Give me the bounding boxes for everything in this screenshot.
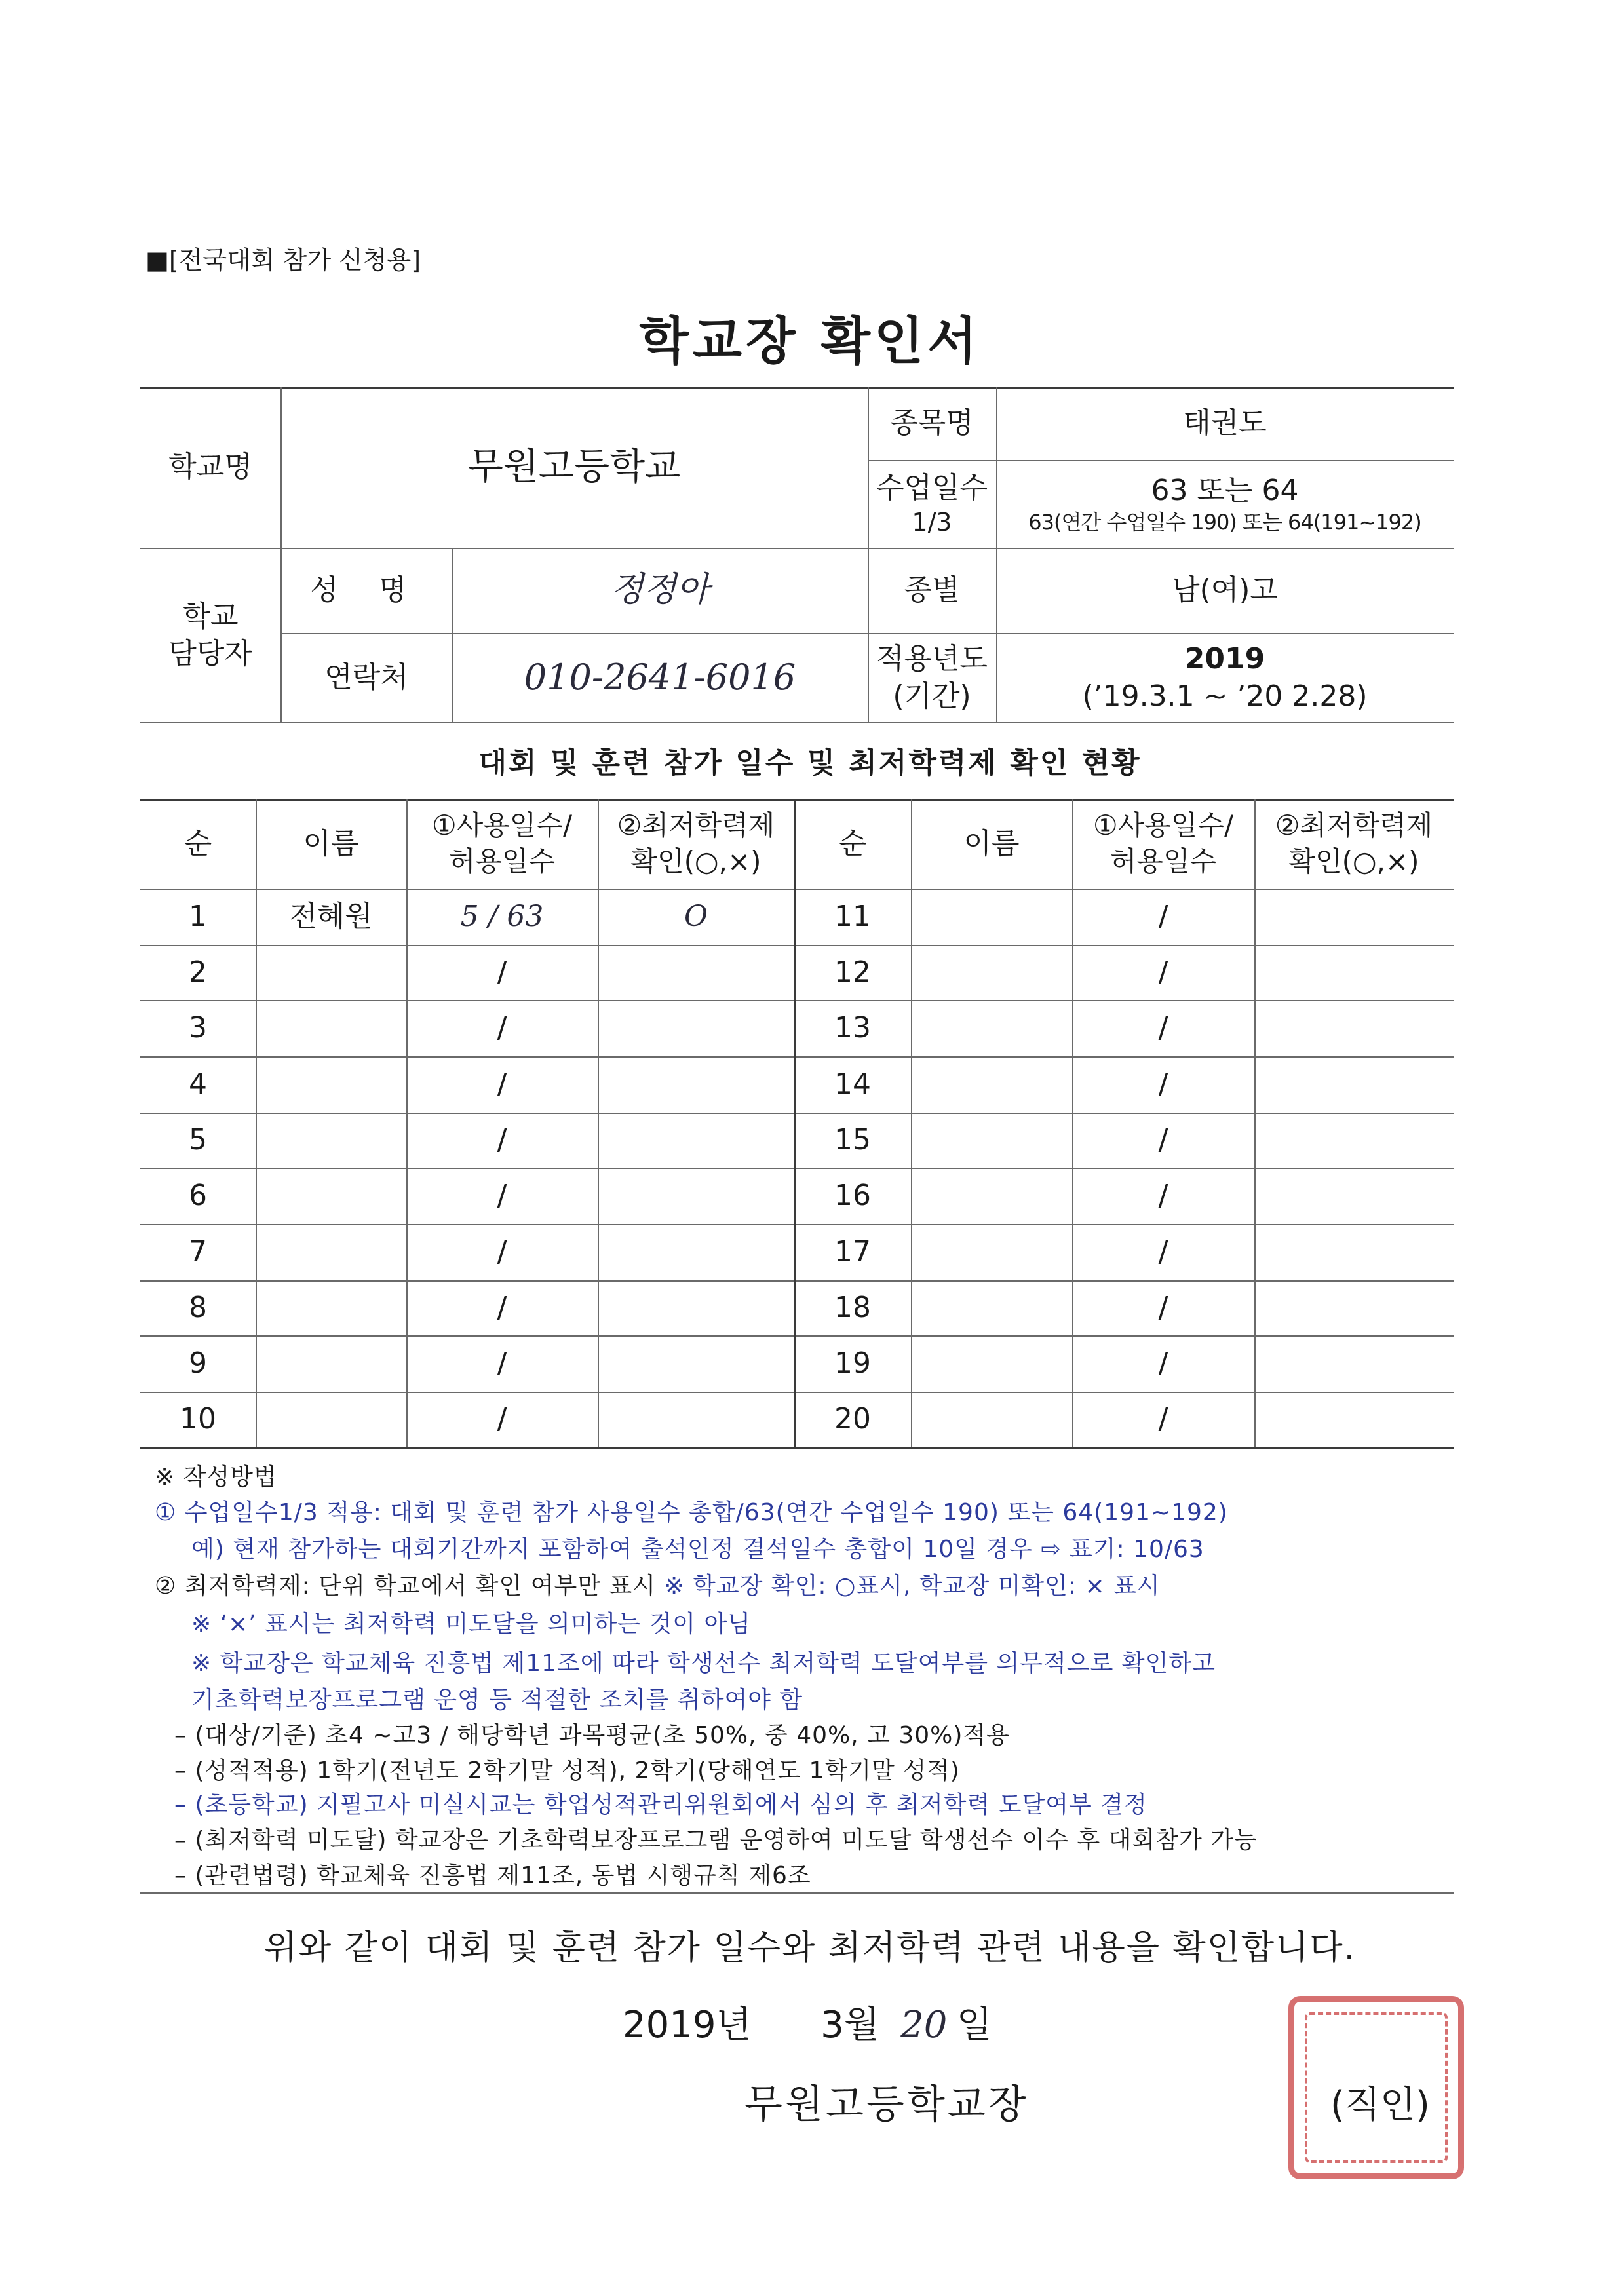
table-cell-name (911, 1224, 1072, 1280)
header-check-line1: ②최저학력제 (1275, 809, 1433, 842)
table-cell-no: 9 (189, 1347, 207, 1381)
table-cell-name (911, 1056, 1072, 1113)
table-cell-no: 19 (834, 1347, 871, 1381)
table-cell-check (1254, 1056, 1454, 1113)
table-cell-days: / (497, 1123, 507, 1157)
table-cell-check (598, 1392, 794, 1447)
section-title: 대회 및 훈련 참가 일수 및 최저학력제 확인 현황 (478, 746, 1142, 780)
table-cell-check (598, 1168, 794, 1224)
note-4: ※ 학교장은 학교체육 진흥법 제11조에 따라 학생선수 최저학력 도달여부를 의무적으로 확인하고 (191, 1650, 1216, 1677)
manager-label-line1: 학교 (182, 599, 239, 633)
manager-label-line2: 담당자 (168, 637, 252, 670)
table-cell-check (1254, 889, 1454, 945)
header-days-line2: 허용일수 (1109, 845, 1217, 877)
header-days-right (1072, 799, 1254, 889)
header-check-right (1254, 799, 1454, 889)
date (623, 1996, 992, 2048)
table-cell-days: / (1158, 1067, 1168, 1101)
school-label: 학교명 (168, 450, 252, 484)
table-cell-days: / (497, 1347, 507, 1381)
table-cell-name (911, 1280, 1072, 1335)
table-cell-days: / (497, 1067, 507, 1101)
signer-name: 무원고등학교장 (744, 2082, 1029, 2128)
table-cell-no: 2 (189, 955, 207, 989)
table-cell-no: 15 (834, 1123, 871, 1157)
table-cell-name (256, 1168, 406, 1224)
contact-label: 연락처 (324, 660, 408, 695)
table-cell-no: 18 (834, 1291, 871, 1325)
table-cell-days: / (497, 1179, 507, 1213)
table-cell-name (256, 1000, 406, 1056)
table-cell-days: 5 / 63 (460, 900, 544, 934)
table-cell-no: 1 (189, 900, 207, 934)
table-cell-check (598, 945, 794, 1000)
header-no-left: 순 (183, 827, 212, 861)
table-cell-days: / (1158, 1291, 1168, 1325)
year-label (868, 633, 996, 722)
table-cell-no: 5 (189, 1123, 207, 1157)
year-value-line1: 2019 (1184, 641, 1265, 676)
gender-value: 남(여)고 (1172, 573, 1278, 607)
header-check-line1: ②최저학력제 (617, 809, 775, 842)
table-cell-name (911, 1392, 1072, 1447)
days-label-line1: 수업일수 (876, 470, 988, 505)
bullet-3: – (초등학교) 지필고사 미실시교는 학업성적관리위원회에서 심의 후 최저학력 도달여부 결정 (174, 1791, 1148, 1818)
note-2-text: ② 최저학력제: 단위 학교에서 확인 여부만 표시 (155, 1573, 665, 1599)
table-cell-days: / (497, 1011, 507, 1045)
note-2-mark: ※ 학교장 확인: ○표시, 학교장 미확인: × 표시 (664, 1573, 1161, 1599)
table-cell-name (256, 1224, 406, 1280)
table-cell-no: 4 (189, 1067, 207, 1101)
table-cell-check (598, 1335, 794, 1392)
notes-heading: ※ 작성방법 (155, 1464, 277, 1491)
table-cell-check (1254, 1168, 1454, 1224)
table-cell-name (256, 1280, 406, 1335)
name-value: 정정아 (610, 570, 710, 610)
table-cell-name (911, 1113, 1072, 1168)
bullet-5: – (관련법령) 학교체육 진흥법 제11조, 동법 시행규칙 제6조 (174, 1862, 811, 1889)
header-days-left (406, 799, 598, 889)
table-cell-no: 8 (189, 1291, 207, 1325)
table-cell-check (598, 1056, 794, 1113)
table-cell-days: / (497, 955, 507, 989)
table-cell-days: / (1158, 1011, 1168, 1045)
date-day: 20 (900, 2004, 948, 2046)
table-cell-no: 10 (180, 1402, 216, 1436)
table-cell-days: / (1158, 955, 1168, 989)
header-check-line2: 확인(○,×) (1288, 845, 1419, 877)
table-cell-name: 전혜원 (289, 900, 373, 934)
table-cell-no: 16 (834, 1179, 871, 1213)
school-name: 무원고등학교 (467, 445, 681, 488)
table-cell-no: 3 (189, 1011, 207, 1045)
table-cell-check: O (684, 900, 708, 934)
table-cell-name (911, 945, 1072, 1000)
header-days-line1: ①사용일수/ (431, 809, 573, 842)
date-year: 2019년 (623, 2004, 752, 2046)
table-cell-name (256, 1335, 406, 1392)
table-cell-name (256, 945, 406, 1000)
table-cell-days: / (1158, 1179, 1168, 1213)
table-cell-check (1254, 1224, 1454, 1280)
header-name-left: 이름 (303, 827, 359, 861)
table-cell-check (598, 1113, 794, 1168)
table-cell-check (598, 1000, 794, 1056)
table-cell-days: / (1158, 1402, 1168, 1436)
table-cell-days: / (1158, 1123, 1168, 1157)
header-days-line2: 허용일수 (448, 845, 556, 877)
table-cell-name (911, 1000, 1072, 1056)
table-cell-check (1254, 1392, 1454, 1447)
date-day-suffix: 일 (956, 2004, 992, 2046)
header-check-line2: 확인(○,×) (630, 845, 762, 877)
table-cell-check (598, 1280, 794, 1335)
days-value (996, 460, 1454, 548)
table-cell-check (1254, 1000, 1454, 1056)
name-label: 성 명 (310, 573, 423, 607)
contact-value: 010-2641-6016 (524, 656, 796, 698)
manager-label (140, 548, 280, 722)
table-cell-no: 12 (834, 955, 871, 989)
table-cell-no: 11 (834, 900, 871, 934)
table-cell-no: 17 (834, 1235, 871, 1269)
table-cell-check (598, 1224, 794, 1280)
table-cell-days: / (1158, 900, 1168, 934)
sport-value: 태권도 (1183, 406, 1267, 440)
sport-label: 종목명 (890, 406, 974, 440)
header-name-right: 이름 (963, 827, 1020, 861)
period-value: (’19.3.1 ~ ’20 2.28) (1082, 679, 1368, 713)
table-cell-name (256, 1113, 406, 1168)
bullet-4: – (최저학력 미도달) 학교장은 기초학력보장프로그램 운영하여 미도달 학생선수 이수 후 대회참가 가능 (174, 1827, 1258, 1854)
year-value (996, 633, 1454, 722)
days-label-line2: 1/3 (912, 507, 952, 537)
table-cell-no: 13 (834, 1011, 871, 1045)
note-2 (155, 1567, 1161, 1601)
date-month: 3월 (820, 2004, 879, 2046)
table-cell-check (1254, 1335, 1454, 1392)
page-title: 학교장 확인서 (639, 312, 981, 371)
year-label-line2: (기간) (893, 679, 971, 713)
note-3: ※ ‘×’ 표시는 최저학력 미도달을 의미하는 것이 아님 (191, 1611, 752, 1637)
table-cell-no: 14 (834, 1067, 871, 1101)
table-cell-name (911, 889, 1072, 945)
year-label-line1: 적용년도 (876, 641, 988, 676)
gender-label: 종별 (904, 573, 960, 607)
table-cell-check (1254, 945, 1454, 1000)
table-cell-name (911, 1168, 1072, 1224)
table-cell-no: 7 (189, 1235, 207, 1269)
header-days-line1: ①사용일수/ (1092, 809, 1234, 842)
header-no-right: 순 (838, 827, 867, 861)
confirm-text: 위와 같이 대회 및 훈련 참가 일수와 최저학력 관련 내용을 확인합니다. (263, 1928, 1357, 1968)
table-cell-days: / (1158, 1235, 1168, 1269)
days-value-line1: 63 또는 64 (1151, 473, 1299, 507)
header-check-left (598, 799, 794, 889)
table-cell-check (1254, 1280, 1454, 1335)
days-label (868, 460, 996, 548)
table-cell-name (256, 1392, 406, 1447)
table-cell-days: / (1158, 1347, 1168, 1381)
table-cell-check (1254, 1113, 1454, 1168)
table-cell-name (256, 1056, 406, 1113)
days-value-line2: 63(연간 수업일수 190) 또는 64(191~192) (1028, 509, 1421, 535)
table-cell-no: 20 (834, 1402, 871, 1436)
table-cell-days: / (497, 1235, 507, 1269)
note-1: ① 수업일수1/3 적용: 대회 및 훈련 참가 사용일수 총합/63(연간 수업일수 190) 또는 64(191~192) (155, 1499, 1228, 1526)
note-4-cont: 기초학력보장프로그램 운영 등 적절한 조치를 취하여야 함 (191, 1687, 803, 1713)
table-cell-days: / (497, 1402, 507, 1436)
bullet-2: – (성적적용) 1학기(전년도 2학기말 성적), 2학기(당해연도 1학기말 성적) (174, 1757, 960, 1784)
note-1-example: 예) 현재 참가하는 대회기간까지 포함하여 출석인정 결석일수 총합이 10일 경우 ⇨ 표기: 10/63 (191, 1536, 1205, 1563)
table-cell-name (911, 1335, 1072, 1392)
bullet-1: – (대상/기준) 초4 ~고3 / 해당학년 과목평균(초 50%, 중 40%, 고 30%)적용 (174, 1722, 1010, 1749)
form-tag: ■[전국대회 참가 신청용] (145, 246, 421, 275)
table-cell-no: 6 (189, 1179, 207, 1213)
table-cell-days: / (497, 1291, 507, 1325)
seal-label: (직인) (1330, 2084, 1430, 2126)
